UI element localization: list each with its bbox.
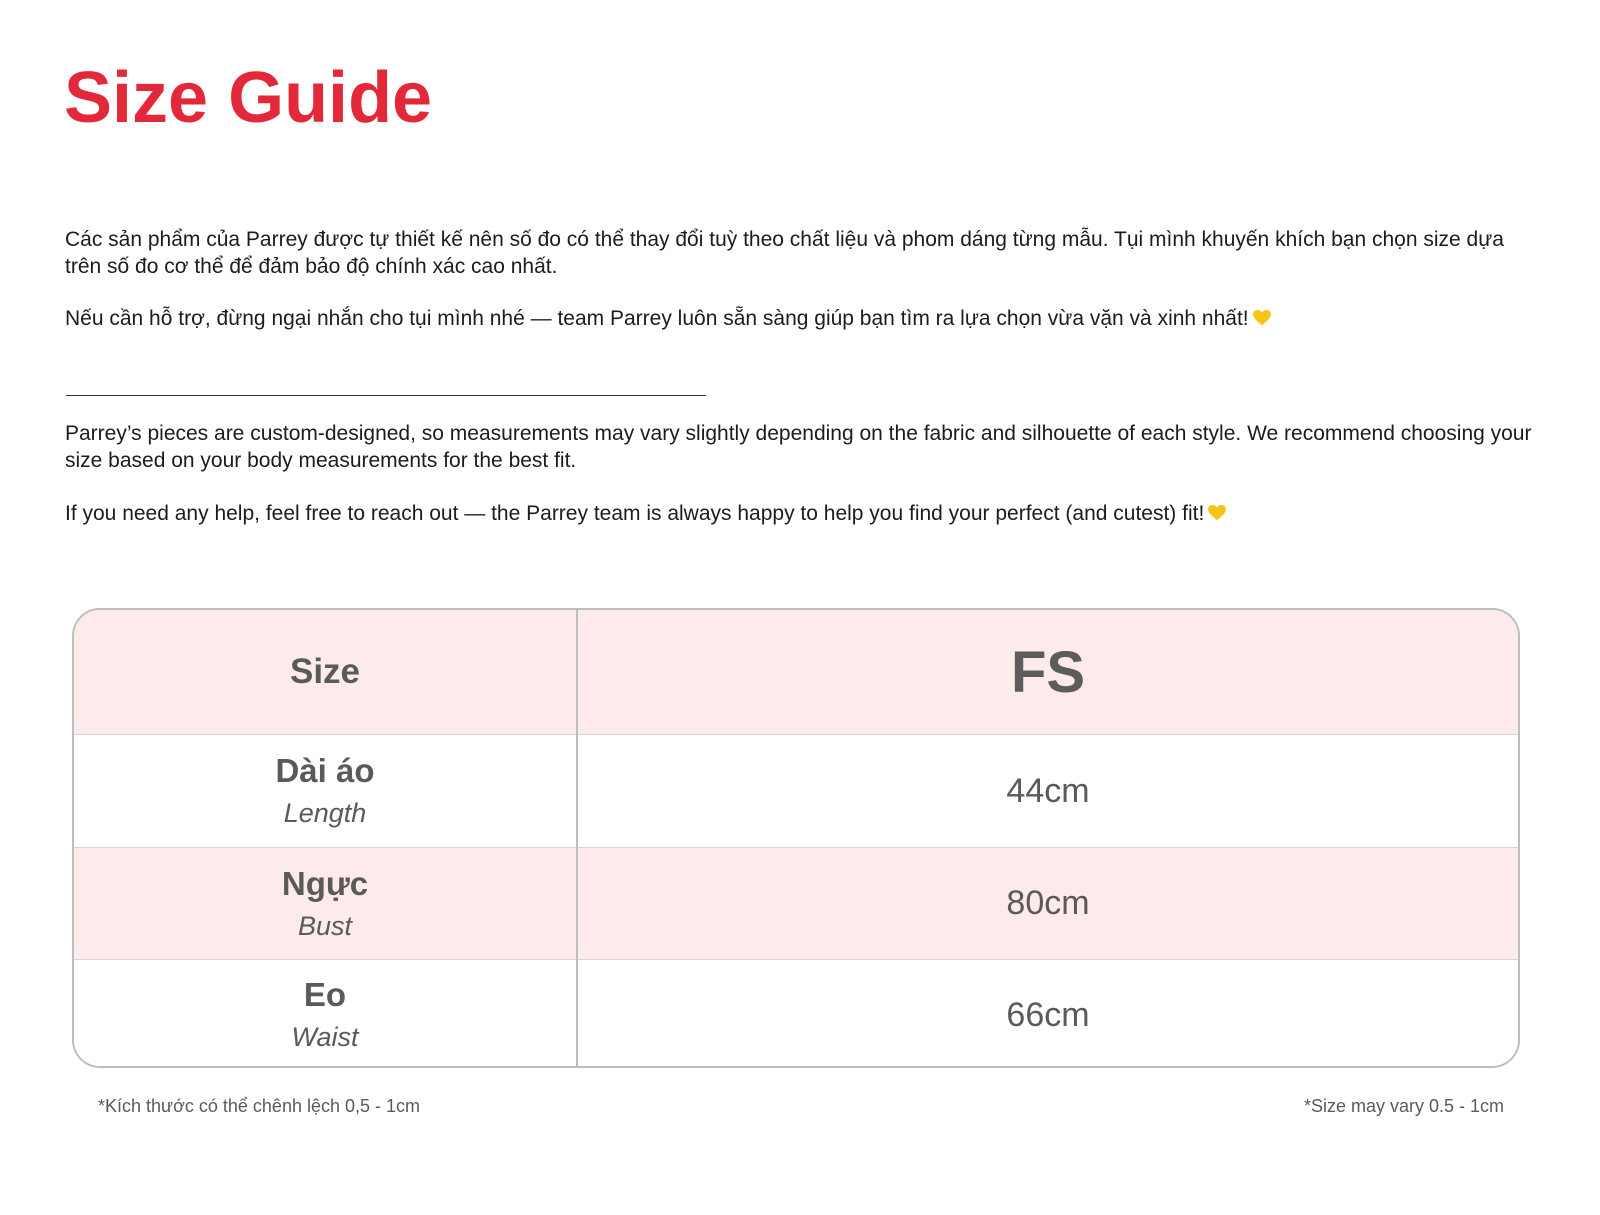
row-label-cell bbox=[74, 848, 576, 959]
header-size-value: FS bbox=[1010, 639, 1086, 705]
row-label-en: Length bbox=[283, 798, 367, 828]
table-row bbox=[74, 734, 1518, 847]
row-label-vi: Ngực bbox=[281, 864, 369, 902]
size-note-vi: *Kích thước có thể chênh lệch 0,5 - 1cm bbox=[98, 1096, 421, 1116]
size-note-en: *Size may vary 0.5 - 1cm bbox=[1303, 1096, 1504, 1116]
table-column-divider bbox=[576, 610, 578, 1066]
row-value-cell bbox=[578, 735, 1518, 847]
table-row bbox=[74, 847, 1518, 959]
row-value: 66cm bbox=[1006, 995, 1090, 1034]
row-value-cell bbox=[578, 848, 1518, 959]
intro-vi-paragraph-2-text: Nếu cần hỗ trợ, đừng ngại nhắn cho tụi mình nhé — team Parrey luôn sẵn sàng giúp bạn tìm ra lựa chọn vừa vặn và xinh nhất! bbox=[65, 307, 1249, 330]
table-row bbox=[74, 959, 1518, 1068]
section-divider bbox=[66, 395, 706, 396]
row-value: 80cm bbox=[1006, 884, 1090, 922]
row-label-cell bbox=[74, 960, 576, 1068]
header-value-cell bbox=[578, 610, 1518, 734]
header-label: Size bbox=[289, 652, 361, 691]
row-label-cell bbox=[74, 735, 576, 847]
intro-en-paragraph-2-text: If you need any help, feel free to reach out — the Parrey team is always happy to help you find your perfect (and cutest) fit! bbox=[65, 502, 1205, 525]
page-title: Size Guide bbox=[64, 58, 433, 138]
intro-vi-paragraph-1: Các sản phẩm của Parrey được tự thiết kế nên số đo có thể thay đổi tuỳ theo chất liệu và phom dáng từng mẫu. Tụi mình khuyến khích bạn chọn size dựa trên số đo cơ thể để đảm bảo độ chính xác cao nhất. bbox=[65, 228, 1504, 278]
row-label-en: Waist bbox=[291, 1022, 359, 1052]
row-label-vi: Eo bbox=[303, 976, 347, 1013]
yellow-heart-icon bbox=[1208, 505, 1226, 521]
intro-vi-paragraph-2 bbox=[65, 305, 1545, 332]
intro-en-paragraph-1: Parrey’s pieces are custom-designed, so measurements may vary slightly depending on the fabric and silhouette of each style. We recommend choosing your size based on your body measurements for the best fit. bbox=[65, 422, 1532, 472]
size-table bbox=[72, 608, 1520, 1068]
yellow-heart-icon bbox=[1253, 310, 1271, 326]
row-label-en: Bust bbox=[297, 910, 353, 941]
size-table-header-row bbox=[74, 610, 1518, 734]
intro-en-paragraph-2 bbox=[65, 500, 1545, 527]
row-label-vi: Dài áo bbox=[275, 752, 375, 789]
header-label-cell bbox=[74, 610, 576, 734]
row-value-cell bbox=[578, 960, 1518, 1068]
row-value: 44cm bbox=[1006, 771, 1090, 810]
